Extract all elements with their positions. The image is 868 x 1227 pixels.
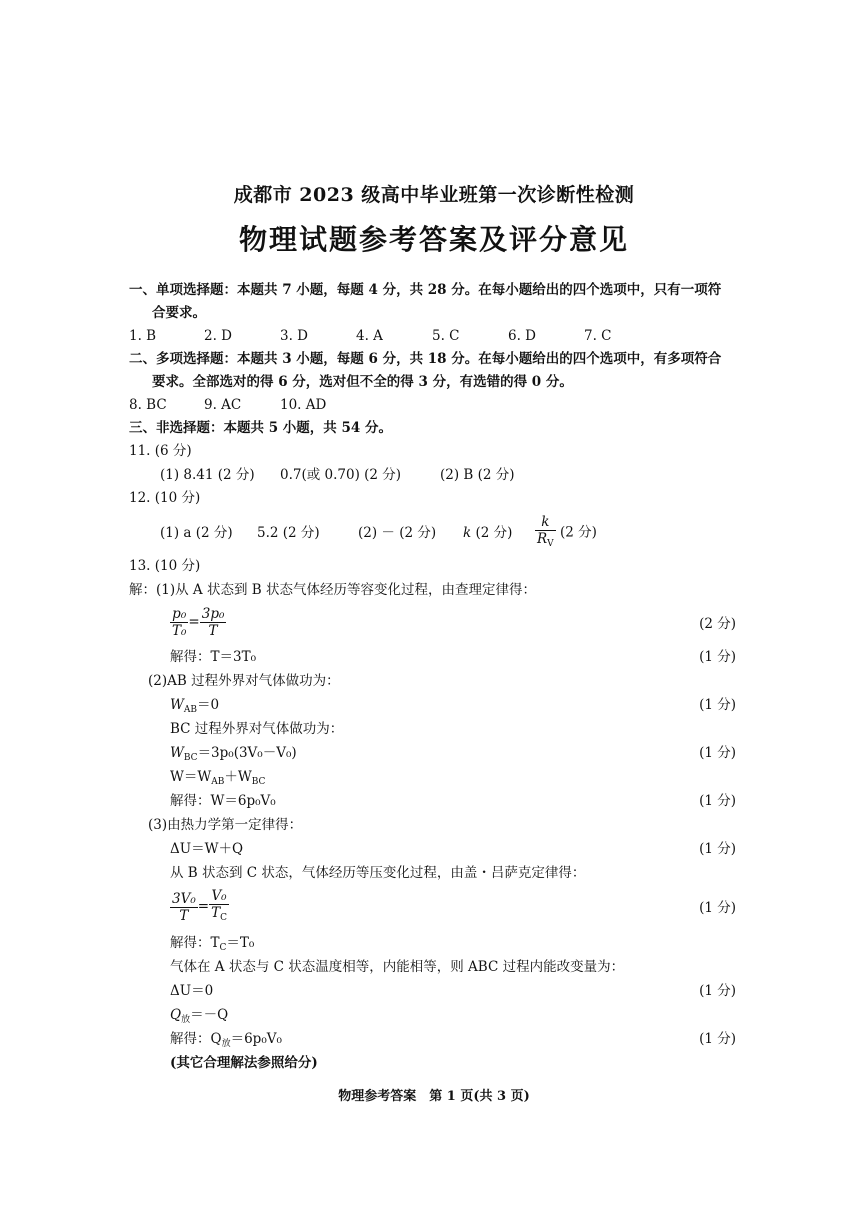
eq2-right-fraction [209,888,229,926]
q12-answer-3: (2) － (2 分) [358,525,437,541]
answer-9: 9. AC [204,397,242,413]
q12-k-symbol: k [463,525,472,541]
w-sum-sub1: AB [211,777,225,787]
eq1-left-den: T₀ [172,623,187,639]
eq1-equals: = [188,614,200,630]
answer-5: 5. C [432,328,460,344]
tc-a: 解得：T [170,935,220,951]
score-line-8: (1 分) [699,793,736,809]
q13-equation-2 [170,888,229,926]
exam-title: 成都市 2023 级高中毕业班第一次诊断性检测 [233,184,635,206]
score-eq1: (2 分) [699,616,736,632]
w-sub: AB [183,705,198,715]
q-result-a: 解得：Q [170,1031,222,1047]
q-sub: 放 [181,1015,191,1025]
w-sum-sub2: BC [251,777,266,787]
q12-label: 12. (10 分) [129,490,201,506]
w-sum-a: W＝W [170,769,212,785]
w-sub: BC [183,753,198,763]
q13-line-16 [170,1030,282,1053]
q13-line-7 [170,768,265,791]
eq2-right-den-sub: C [220,913,227,923]
document-subtitle: 物理试题参考答案及评分意见 [238,223,629,256]
q12-answer-1: (1) a (2 分) [160,525,233,541]
w-rest: ＝0 [197,697,220,713]
q12-frac-den-sub: V [547,539,554,549]
score-line-2: (1 分) [699,649,736,665]
score-line-16: (1 分) [699,1031,736,1047]
section1-heading: 一、单项选择题：本题共 7 小题，每题 4 分，共 28 分。在每小题给出的四个选项中，只有一项符 [129,282,722,298]
q13-line-8: 解得：W＝6p₀V₀ [170,793,276,809]
w-sum-b: ＋W [224,769,252,785]
w-rest: ＝3p₀(3V₀－V₀) [197,745,297,761]
q13-line-13: 气体在 A 状态与 C 状态温度相等，内能相等，则 ABC 过程内能改变量为： [170,959,625,975]
answer-6: 6. D [508,328,536,344]
q13-equation-1 [170,606,226,639]
eq2-right-den: T [211,905,221,921]
q12-fraction [535,514,556,552]
q11-label: 11. (6 分) [129,443,192,459]
q11-answer-2: 0.7(或 0.70) (2 分) [280,467,402,483]
eq2-right-num: V₀ [211,888,227,904]
q-symbol: Q [170,1007,182,1023]
eq2-left-num: 3V₀ [172,890,196,907]
eq1-right-den: T [208,623,218,639]
answer-7: 7. C [584,328,612,344]
q12-frac-den: R [537,531,548,547]
eq1-right-num: 3p₀ [201,606,225,622]
w-symbol: W [170,697,184,713]
q13-line-3: (2)AB 过程外界对气体做功为： [148,673,340,689]
score-line-10: (1 分) [699,841,736,857]
eq2-left-den: T [179,907,189,924]
q12-frac-num: k [541,514,550,530]
eq1-left-num: p₀ [172,606,187,622]
q12-answer-5-score: (2 分) [559,524,597,541]
q13-line-11: 从 B 状态到 C 状态，气体经历等压变化过程，由盖・吕萨克定律得： [170,865,586,881]
page-footer: 物理参考答案 第 1 页(共 3 页) [338,1089,530,1104]
q-rest: ＝－Q [190,1007,229,1023]
answer-10: 10. AD [280,397,327,413]
eq1-left-fraction [170,606,188,639]
q13-line-15 [170,1006,228,1029]
q11-answer-3: (2) B (2 分) [440,467,515,483]
q12-answer-4-score: (2 分) [475,525,513,541]
w-symbol: W [170,745,184,761]
q13-line-1: 解：(1)从 A 状态到 B 状态气体经历等容变化过程，由查理定律得： [129,582,536,598]
q12-answer-4 [463,524,512,542]
eq2-equals: = [197,898,210,915]
q13-line-12 [170,934,254,957]
q12-answer-5 [535,514,597,552]
q12-answer-2: 5.2 (2 分) [257,525,320,541]
score-line-4: (1 分) [699,697,736,713]
q11-answer-1: (1) 8.41 (2 分) [160,467,255,483]
answer-3: 3. D [280,328,308,344]
q13-line-5: BC 过程外界对气体做功为： [170,721,344,737]
answer-1: 1. B [129,328,157,344]
section1-heading-cont: 合要求。 [152,305,206,321]
answer-4: 4. A [356,328,383,344]
q13-label: 13. (10 分) [129,558,201,574]
q13-line-6 [170,744,297,767]
score-eq2: (1 分) [699,900,736,916]
section2-heading-cont: 要求。全部选对的得 6 分，选对但不全的得 3 分，有选错的得 0 分。 [152,374,573,390]
answer-8: 8. BC [129,397,167,413]
section2-heading: 二、多项选择题：本题共 3 小题，每题 6 分，共 18 分。在每小题给出的四个选项中，有多项符合 [129,351,722,367]
q13-line-4 [170,696,219,719]
eq2-left-fraction [170,891,198,924]
q13-note: (其它合理解法参照给分) [170,1055,318,1071]
answer-2: 2. D [204,328,232,344]
score-line-14: (1 分) [699,983,736,999]
q-result-sub: 放 [221,1039,231,1049]
q13-line-2: 解得：T＝3T₀ [170,649,257,665]
tc-sub: C [219,943,227,953]
score-line-6: (1 分) [699,745,736,761]
q-result-b: ＝6p₀V₀ [230,1031,282,1047]
q13-line-9: (3)由热力学第一定律得： [148,817,303,833]
q13-line-10: ΔU＝W＋Q [170,841,244,857]
q13-line-14: ΔU＝0 [170,983,214,999]
eq1-right-fraction [200,606,227,639]
tc-b: ＝T₀ [226,935,255,951]
section3-heading: 三、非选择题：本题共 5 小题，共 54 分。 [129,420,392,436]
